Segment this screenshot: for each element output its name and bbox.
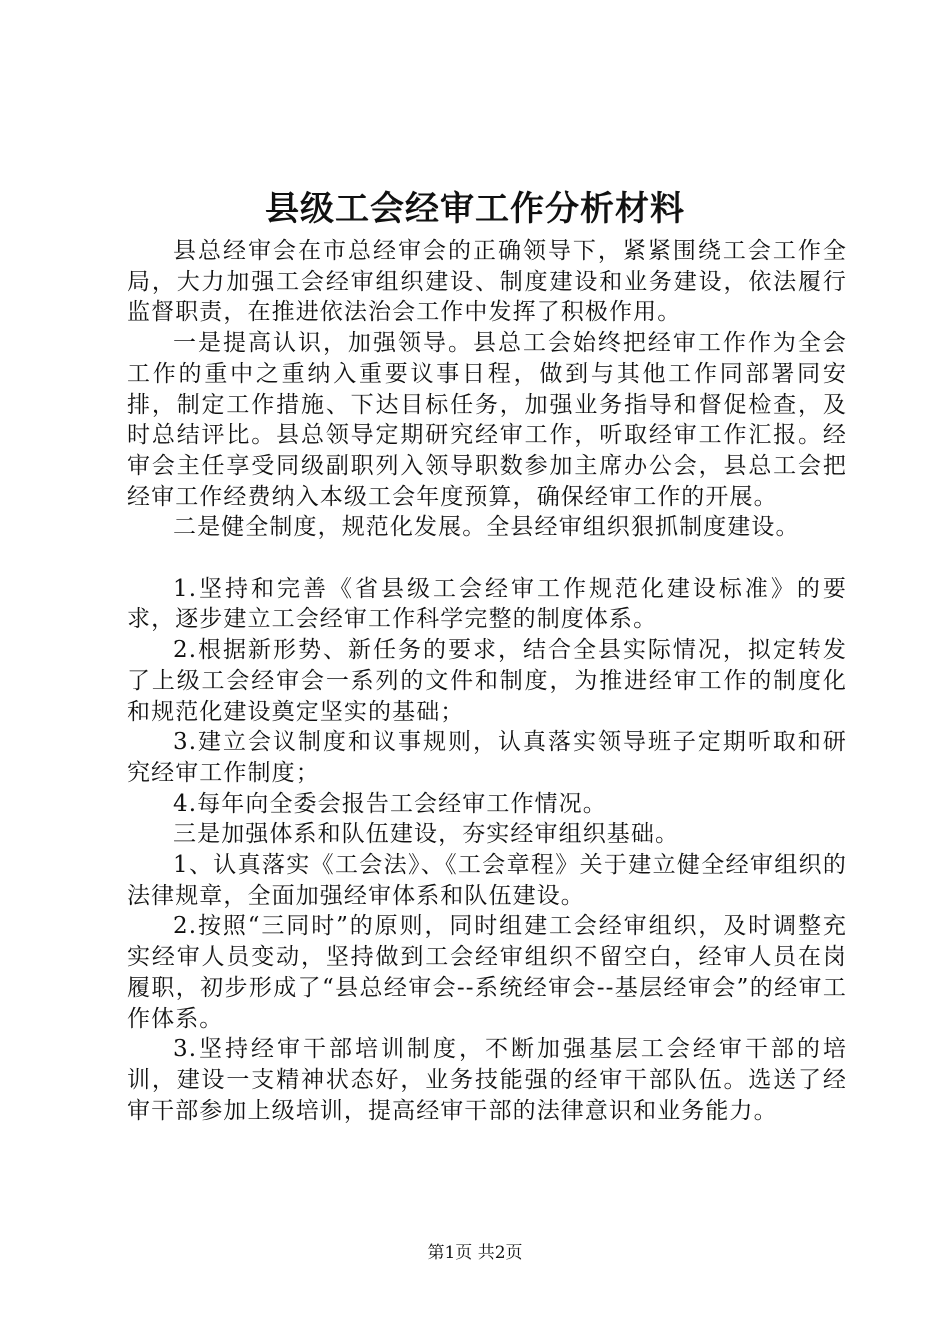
paragraph-item: 1.坚持和完善《省县级工会经审工作规范化建设标准》的要求，逐步建立工会经审工作科学完整的制度体系。 [127,575,847,633]
paragraph-item: 3.建立会议制度和议事规则，认真落实领导班子定期听取和研究经审工作制度； [127,729,847,786]
paragraph-intro: 县总经审会在市总经审会的正确领导下，紧紧围绕工会工作全局，大力加强工会经审组织建设、制度建设和业务建设，依法履行监督职责，在推进依法治会工作中发挥了积极作用。 [127,238,847,326]
paragraph-section-1: 一是提高认识，加强领导。县总工会始终把经审工作作为全会工作的重中之重纳入重要议事日程，做到与其他工作同部署同安排，制定工作措施、下达目标任务，加强业务指导和督促检查，及时总结评比。县总领导定期研究经审工作，听取经审工作汇报。经审会主任享受同级副职列入领导职数参加主席办公会，县总工会把经审工作经费纳入本级工会年度预算，确保经审工作的开展。 [127,330,847,510]
paragraph-item: 2.按照“三同时”的原则，同时组建工会经审组织，及时调整充实经审人员变动，坚持做到工会经审组织不留空白，经审人员在岗履职，初步形成了“县总经审会--系统经审会--基层经审会”的经审工作体系。 [127,913,847,1032]
paragraph-item: 4.每年向全委会报告工会经审工作情况。 [173,790,607,817]
paragraph-section-3: 三是加强体系和队伍建设，夯实经审组织基础。 [173,821,680,848]
paragraph-item: 2.根据新形势、新任务的要求，结合全县实际情况，拟定转发了上级工会经审会一系列的文件和制度，为推进经审工作的制度化和规范化建设奠定坚实的基础； [127,637,847,725]
paragraph-item: 1、认真落实《工会法》、《工会章程》关于建立健全经审组织的法律规章，全面加强经审体系和队伍建设。 [127,852,847,909]
document-title: 县级工会经审工作分析材料 [265,189,685,229]
paragraph-section-2: 二是健全制度，规范化发展。全县经审组织狠抓制度建设。 [173,514,800,541]
page-footer: 第1页 共2页 [427,1243,523,1263]
paragraph-item: 3.坚持经审干部培训制度，不断加强基层工会经审干部的培训，建设一支精神状态好，业务技能强的经审干部队伍。选送了经审干部参加上级培训，提高经审干部的法律意识和业务能力。 [127,1036,847,1124]
document-body [127,236,847,1126]
